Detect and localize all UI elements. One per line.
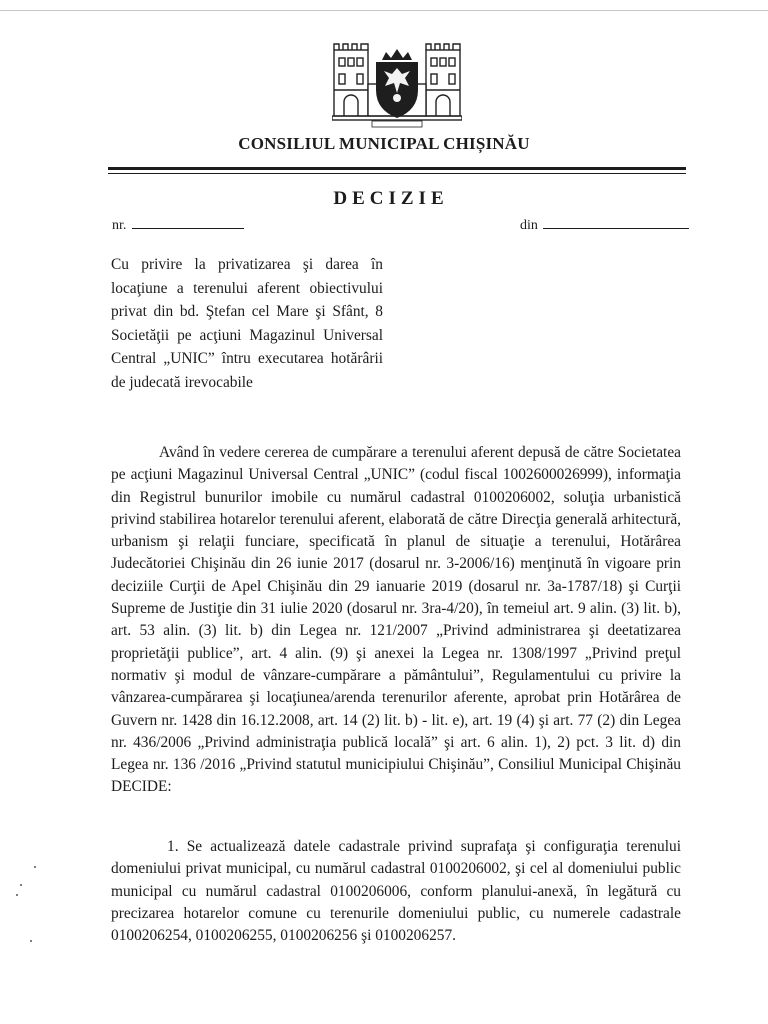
- coat-of-arms-emblem: [332, 40, 462, 128]
- decision-number-label: nr.: [112, 218, 127, 233]
- scan-speck: [30, 940, 32, 942]
- preamble-paragraph: Având în vedere cererea de cumpărare a terenului aferent depusă de către Societatea pe acţiuni Magazinul Universal Central „UNIC” (codul fiscal 1002600026999), informaţia din Registrul bunurilor imobile cu numărul cadastral 0100206002, soluţia urbanistică privind stabilirea hotarelor terenului aferent, elaborată de către Direcţia generală arhitectură, urbanism şi relaţii funciare, specificată în planul de situaţie a terenului, Hotărârea Judecătoriei Chişinău din 26 iunie 2017 (dosarul nr. 3-2006/16) menţinută în vigoare prin deciziile Curţii de Apel Chişinău din 29 ianuarie 2019 (dosarul nr. 3a-1787/18) şi Curţii Supreme de Justiţie din 31 iulie 2020 (dosarul nr. 3ra-4/20), în temeiul art. 9 alin. (3) lit. b), art. 53 alin. (3) lit. b) din Legea nr. 121/2007 „Privind administrarea şi deetatizarea proprietăţii publice”, art. 4 alin. (9) şi anexei la Legea nr. 1308/1997 „Privind preţul normativ şi modul de vânzare-cumpărare a pământului”, Regulamentului cu privire la vânzarea-cumpărarea şi locaţiunea/arenda terenurilor aferente, aprobat prin Hotărârea de Guvern nr. 1428 din 16.12.2008, art. 14 (2) lit. b) - lit. e), art. 19 (4) şi art. 77 (2) din Legea nr. 436/2006 „Privind administraţia publică locală” şi art. 6 alin. 1), 2) pct. 3 lit. d) din Legea nr. 136 /2016 „Privind statutul municipiului Chişinău”, Consiliul Municipal Chişinău DECIDE:: [111, 444, 681, 796]
- council-name: CONSILIUL MUNICIPAL CHIȘINĂU: [238, 134, 530, 153]
- decision-subject: Cu privire la privatizarea şi darea în locaţiune a terenului aferent obiectivului privat din bd. Ştefan cel Mare şi Sfânt, 8 Societăţii pe acţiuni Magazinul Universal Central „UNIC” întru executarea hotărârii de judecată irevocabile: [111, 256, 383, 391]
- scan-edge-line: [0, 10, 768, 11]
- header-divider-thin: [108, 173, 686, 174]
- decision-date-blank: [543, 216, 689, 229]
- header-divider-thick: [108, 167, 686, 170]
- decision-date-field: [520, 216, 689, 234]
- decision-number-blank: [132, 216, 244, 229]
- scan-speck: [20, 884, 22, 886]
- scan-speck: [34, 866, 36, 868]
- scan-speck: [16, 894, 18, 896]
- article-1-paragraph: 1. Se actualizează datele cadastrale privind suprafaţa şi configuraţia terenului domeniului privat municipal, cu numărul cadastral 0100206002, şi cel al domeniului public municipal cu numărul cadastral 0100206006, conform planului-anexă, în legătură cu precizarea hotarelor comune cu terenurile domeniului public, cu numerele cadastrale 0100206254, 0100206255, 0100206256 şi 0100206257.: [111, 838, 681, 945]
- decision-date-label: din: [520, 218, 538, 233]
- document-type-title: DECIZIE: [333, 188, 449, 209]
- decision-number-field: [112, 216, 244, 234]
